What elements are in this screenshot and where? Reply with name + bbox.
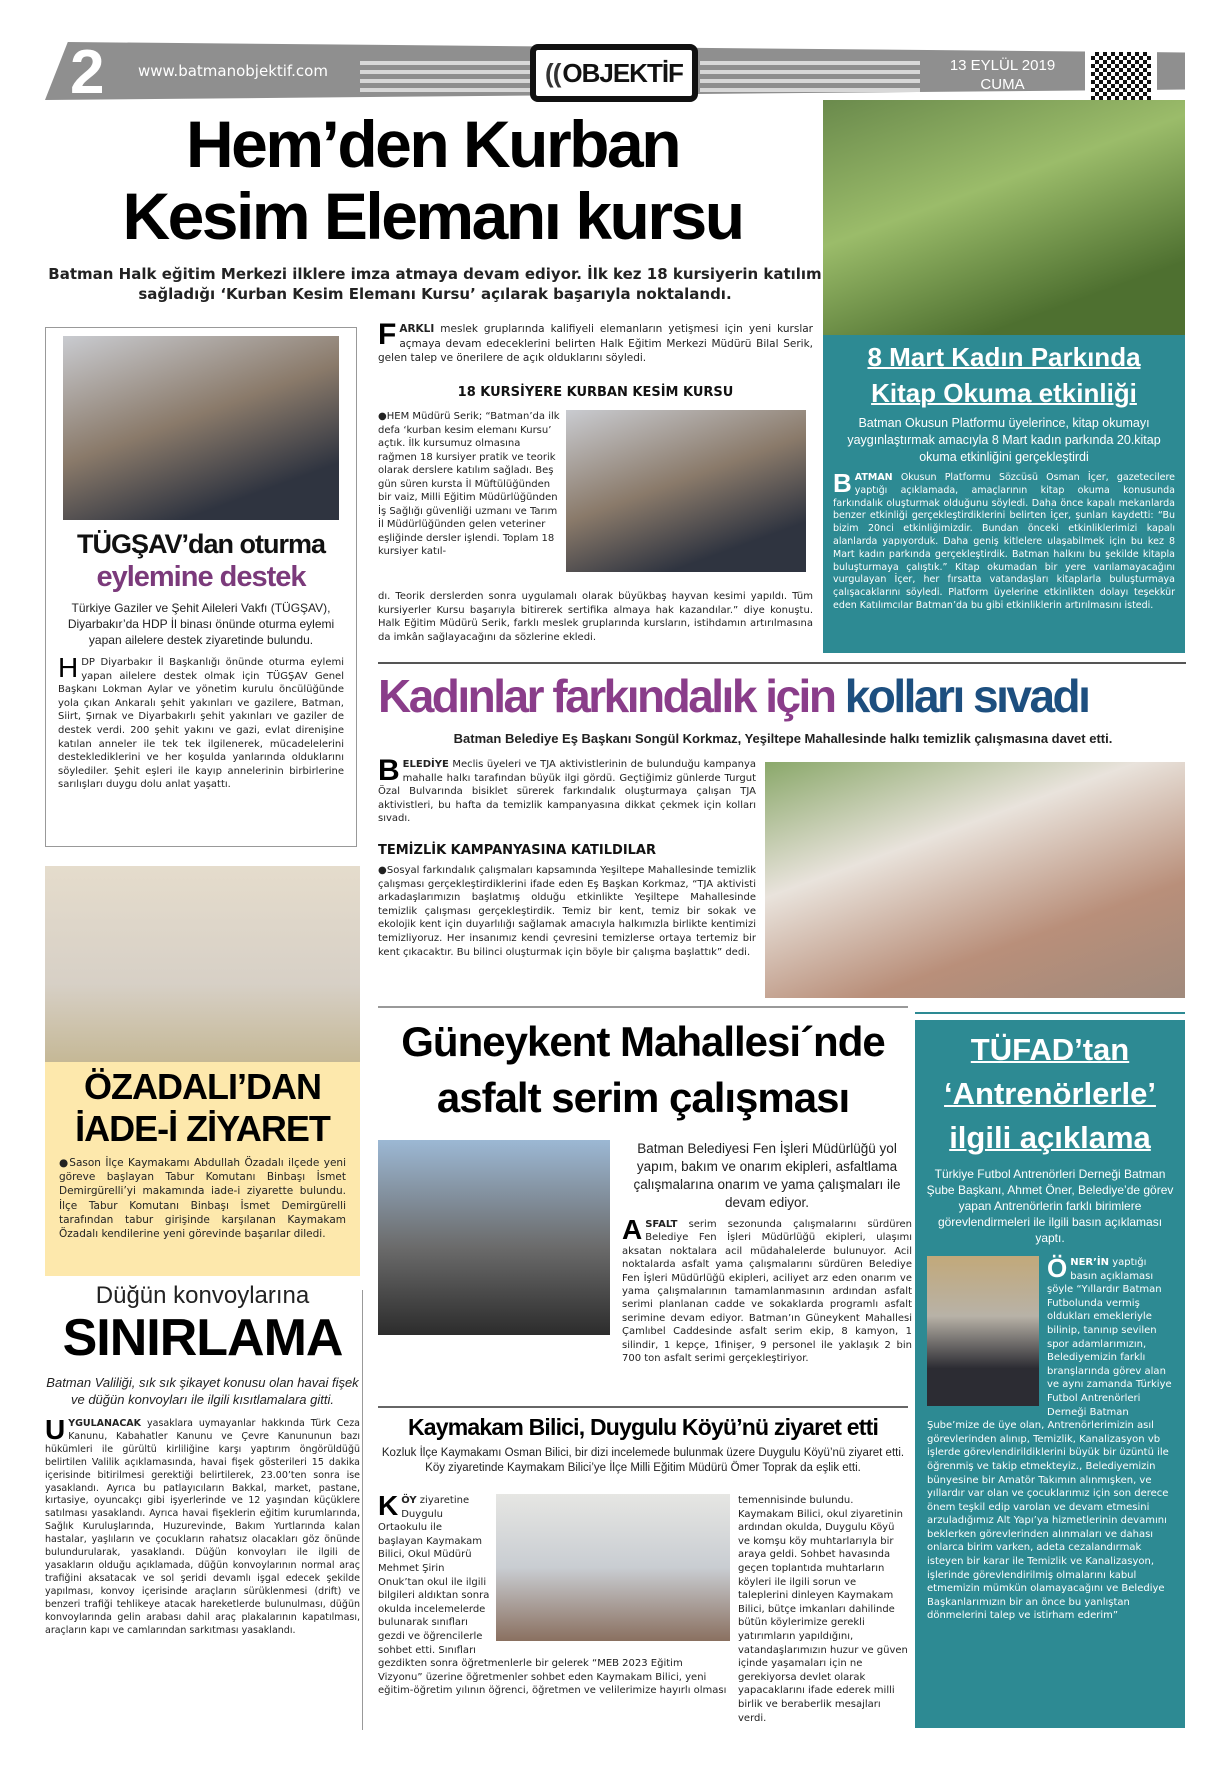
section-divider: [378, 662, 1186, 664]
kadinlar-section-heading: TEMİZLİK KAMPANYASINA KATILDILAR: [378, 843, 657, 858]
website-url[interactable]: www.batmanobjektif.com: [138, 62, 328, 80]
section-divider: [378, 1006, 908, 1008]
kadinlar-body: ● Sosyal farkındalık çalışmaları kapsamında Yeşiltepe Mahallesinde temizlik çalışması gerçekleştirdiklerini ifade eden Eş Başkan Korkmaz, “TJA aktivisti arkadaşlarımızın başlatmış olduğu etkinlikte Yeşiltepe Mahallesinde temizlik çalışması gerçekleştirdik. Temiz bir kent, temiz bir sokak ve ekolojik kent için duyarlılığı sağlamak amacıyla halkımızla birlikte kentimizi temizliyoruz. Her insanımız kendi çevresini temizlerse ortaya tertemiz bir kent çıkacaktır. Bu bilinci oluşturmak için böyle bir çalışma başlattık” dedi.: [378, 864, 756, 959]
dropcap: U: [45, 1414, 66, 1445]
main-body-part2: dı. Teorik derslerden sonra uygulamalı olarak büyükbaş hayvan kesimi yapıldı. Tüm kursiyerler Kursu başarıyla bitirerek sertifika almaya hak kazandılar.” diye konuştu. Halk Eğitim Müdürü Serik, farklı meslek gruplarında kursların, istihdamın artırılmasına da imkân sağlayacağını da sözlerine ekledi.: [378, 591, 813, 643]
park-deck: Batman Okusun Platformu üyelerince, kitap okumayı yaygınlaştırmak amacıyla 8 Mart kadın parkında 20.kitap okuma etkinliğini gerçekleştirdi: [847, 416, 1161, 464]
kaymakam-body-left-text: ziyaretine Duygulu Ortaokulu ile başlayan Kaymakam Bilici, Okul Müdürü Mehmet Şirin Onuk’tan okul ile ilgili bilgileri aldıktan sonra okulda incelemelerde bulunarak sınıfları gezdi ve öğrencilerle sohbet etti. Sınıfları gezdikten sonra öğretmenlerle bir gelerek “MEB 2023 Eğitim Vizyonu” üzerine öğretmenler sohbet eden Kaymakam Bilici, yeni eğitim-öğretim yılının öğrenci, öğretmen ve velilerimize hayırlı olması: [378, 1495, 727, 1697]
lead-word: NER’İN: [1070, 1257, 1110, 1268]
tufad-headline-line1: TÜFAD’tan: [970, 1032, 1130, 1067]
main-subheadline: Batman Halk eğitim Merkezi ilklere imza atmaya devam ediyor. İlk kez 18 kursiyerin katılım sağladığı ‘Kurban Kesim Elemanı Kursu’ açılarak başarıyla noktalandı.: [48, 265, 822, 303]
tufad-deck: Türkiye Futbol Antrenörleri Derneği Batman Şube Başkanı, Ahmet Öner, Belediye’de görev yapan Antrenörlerin farklı birimlere görevlendirmeleri ile ilgili basın açıklaması yaptı.: [926, 1167, 1174, 1245]
tugsav-headline-line2: eylemine destek: [96, 561, 306, 593]
header-stripes-left: [360, 56, 530, 92]
tugsav-body: [58, 652, 344, 792]
park-headline-line2: Kitap Okuma etkinliği: [871, 378, 1137, 408]
column-divider: [362, 1290, 363, 1730]
tufad-headline-line2: ‘Antrenörlerle’: [944, 1076, 1156, 1111]
guneykent-headline: [378, 1014, 908, 1126]
women-cleanup-photo: [765, 762, 1185, 998]
ozadali-headline-line1: ÖZADALI’DAN: [84, 1066, 321, 1107]
tufad-headline-line3: ilgili açıklama: [949, 1120, 1151, 1155]
dugun-story: [45, 1282, 360, 1637]
dropcap: Ö: [1047, 1253, 1068, 1283]
park-reading-photo: [823, 100, 1185, 335]
tugsav-protest-photo: [63, 336, 339, 520]
kadinlar-headline: [378, 668, 1188, 724]
logo-text: OBJEKTİF: [562, 58, 683, 88]
ozadali-story-box: [45, 866, 360, 1276]
intro-text: meslek gruplarında kalifiyeli elemanların yetişmesi için yeni kurslar açmaya devam edeceklerini belirten Halk Eğitim Merkezi Müdürü Bilal Serik, gelen talep ve önerilere de açık olduklarını söyledi.: [378, 323, 813, 364]
dropcap: B: [378, 754, 400, 787]
main-intro: [378, 318, 813, 366]
logo-arc-icon: ((: [545, 58, 561, 88]
tufad-body-text: yaptığı basın açıklaması şöyle “Yıllardır Batman Futbolunda vermiş oldukları emekleriyle bilinip, tanınıp sevilen spor adamlarımızın, Belediyemizin farklı branşlarında görev alan ve aynı zamanda Türkiye Futbol Antrenörleri Derneği Batman Şube’mize de üye olan, Antrenörlerimizin asıl görevlerinden alınıp, Temizlik, Kanalizasyon vb işlerde görevlendirildiklerini büyük bir üzüntü ile öğrenmiş ve takip etmekteyiz., Belediyemizin bünyesine bir Amatör Takımın alınmışken, ve yıllardır var olan ve çocuklarımız için son derece önem teşkil edip varolan ve devam etmesini arzuladığımız Alt Yapı’ya hizmetlerinin devamını beklerken görevlerinden alınmaları ve dahası onlarca birim varken, adeta cezalandırmak isteyen bir karar ile Temizlik ve Kanalizasyon, işlerinde görevlendirilmiş olmalarını kabul etmemizin mümkün olamayacağını ve Belediye Başkanlarımızın bir an önce bu yanlıştan dönmelerini talep ve istirham ederim”: [927, 1257, 1172, 1622]
section-heading: 18 KURSİYERE KURBAN KESİM KURSU: [457, 385, 734, 400]
kadinlar-headline-blue: kolları sıvadı: [844, 670, 1089, 722]
dugun-headline-line1: Düğün konvoylarına: [95, 1282, 310, 1309]
ozadali-headline-line2: İADE-İ ZİYARET: [75, 1108, 330, 1149]
dropcap: A: [622, 1214, 643, 1245]
main-body-part1: ● HEM Müdürü Serik; “Batman’da ilk defa ‘kurban kesim elemanı Kursu’ açtık. İlk kursumuz olmasına rağmen 18 kursiyer pratik ve teorik olarak derslere katılım sağladı. Beş gün süren kursta İl Müftülüğünden bir vaiz, Milli Eğitim Müdürlüğünden İş Sağlığı güvenliği uzmanı ve Tarım İl Müdürlüğünden gelen veteriner eşliğinde dersler işlendi. Toplam 18 kursiyer katıl-: [378, 410, 560, 559]
tugsav-deck: Türkiye Gaziler ve Şehit Aileleri Vakfı (TÜGŞAV), Diyarbakır’da HDP İl binası önünde oturma eylemi yapan ailelere destek ziyaretinde bulundu.: [67, 601, 335, 647]
park-body: [833, 468, 1175, 613]
section-divider-teal: [915, 1012, 1185, 1014]
dropcap: H: [58, 652, 79, 683]
park-body-text: Okusun Platformu Sözcüsü Osman İçer, gazetecilere yaptığı açıklamada, amaçlarının kitap okuma konusunda farkındalık oluşturmak olduğunu söyledi. Daha önce kapalı mekanlarda benzer etkinliği gerçekleştirdiklerini belirten İçer, şunları kaydetti: “Bu bizim 20nci etkinliğimizdir. Bundan önceki etkinliklerimizi kapalı alanlarda yapıyorduk. Daha geniş kitlelere ulaşabilmek için bu kez 8 Mart kadın parkında gerçekleştirdik. Batman halkını bu şekilde kitapla buluşturmaya çalıştık.” Kitap okumadan bir yere varılamayacağını vurgulayan İçer, her fırsatta vatandaşları kitaplarla buluşturmaya çalışacaklarını söyledi. Platform üyelerine etkinlikten dolayı teşekkür eden Katılımcılar Batman’da bu gibi etkinliklerin artırılmasını istedi.: [833, 472, 1175, 611]
park-headline-line1: 8 Mart Kadın Parkında: [867, 342, 1141, 372]
tugsav-headline-line1: TÜGŞAV’dan oturma: [76, 529, 326, 559]
tugsav-story-box: [45, 327, 357, 847]
guneykent-body: [622, 1214, 912, 1365]
dugun-body-text: yasaklara uymayanlar hakkında Türk Ceza Kanunu, Kabahatler Kanunu ve Çevre Kanununun bazı hükümleri ile gürültü kirliliğine karşı yaptırım öngörüldüğü belirtilen Valilik açıklamasında, havai fişek gösterileri 15 dakika içerisinde bitirilmesi gerektiği belirtilerek, 23.00’ten sonra ise yasaklandı. Ayrıca bu patlayıcıların Bakkal, market, pastane, kırtasiye, oyuncakçı gibi işyerlerinde ve 12 yaşından küçüklere satılması yasaklandı. Ayrıca havai fişeklerin eğitim kurumlarında, Sağlık Kuruluşlarında, Huzurevinde, Bakım Yurtlarında kalan hastalar, yaşlıların ve çocukların rahatsız olacakları göz önünde bulundurularak, yasaklandı. Düğün konvoyları ile ilgili de yasakların olduğu açıklamada, düğün konvoylarının normal araç trafiğini aksatacak ve sol şeridi devamlı işgal edecek şekilde yapılması, konvoy içerisinde araçların sürüklenmesi (drift) ve benzeri trafiği tehlikeye atacak hareketlerde bulunulması, düğün konvoylarında gelin arabası dahil araç plakalarının kapatılması, araçların kapı ve camlarından sarkıtması yasaklandı.: [45, 1418, 360, 1636]
ozadali-visit-photo: [45, 866, 360, 1062]
kadinlar-headline-purple: Kadınlar farkındalık için: [378, 670, 835, 722]
lead-word: ARKLI: [399, 323, 435, 335]
lead-word: ÖY: [401, 1495, 417, 1506]
weekday-text: CUMA: [980, 76, 1025, 93]
tufad-story-box: [915, 1020, 1185, 1728]
asphalt-paving-photo: [378, 1140, 610, 1335]
lead-word: YGULANACAK: [68, 1418, 142, 1429]
kadinlar-intro-text: Meclis üyeleri ve TJA aktivistlerinin de bulunduğu kampanya mahalle halkı tarafından büyük ilgi gördü. Geçtiğimiz günlerde Turgut Özal Bulvarında bisiklet sürerek farkındalık oluşturmaya çalışan TJA aktivistleri, bu hafta da temizlik kampanyasına dikkat çekmek için kolları sıvadı.: [378, 759, 756, 825]
main-headline-line1: Hem’den Kurban: [185, 107, 680, 181]
page-number: 2: [70, 38, 105, 107]
kaymakam-body-right: temennisinde bulundu. Kaymakam Bilici, okul ziyaretinin ardından okulda, Duygulu Köyü ve komşu köy muhtarlarıyla bir araya geldi. Sohbet havasında geçen toplantıda muhtarların köyleri ile ilgili sorun ve taleplerini dinleyen Kaymakam Bilici, bütçe imkanları dahilinde bütün köylerimize gerekli yatırımların yapıldığını, vatandaşlarımızın huzur ve güven içinde yaşamaları için ne gerekiyorsa devlet olarak yapacaklarını ifade ederek milli birlik ve beraberlik mesajları verdi.: [738, 1495, 908, 1724]
main-headline-line2: Kesim Elemanı kursu: [122, 179, 743, 253]
guneykent-deck: Batman Belediyesi Fen İşleri Müdürlüğü yol yapım, bakım ve onarım ekipleri, asfaltlama çalışmalarına onarım ve yama çalışmaları ile devam ediyor.: [633, 1141, 901, 1210]
header-stripes-right: [700, 56, 920, 92]
tugsav-body-text: DP Diyarbakır İl Başkanlığı önünde oturma eylemi yapan ailelere destek olmak için TÜGŞAV Genel Başkanı Lokman Aylar ve yönetim kurulu öncülüğünde yola çıkan Ankaralı şehit yakınları ve gazilere, Batman, Siirt, Şırnak ve Diyarbakırlı şehit yakınları ve gaziler de destek verdi. 200 şehit yakını ve gazi, evlat direnişine katılan anneler ile tek tek ilgilenerek, mücadelelerini desteklediklerini ve her koşulda yanlarında olduklarını söylediler. Şehit eşleri ile kayıp annelerinin birbirlerine sarılışları duygu dolu anlat yaşattı.: [58, 657, 344, 791]
section-divider: [378, 1406, 908, 1408]
kadinlar-subheadline: Batman Belediye Eş Başkanı Songül Korkmaz, Yeşiltepe Mahallesinde halkı temizlik çalışmasına davet etti.: [453, 731, 1113, 746]
dugun-body: [45, 1414, 360, 1637]
guneykent-headline-line2: asfalt serim çalışması: [436, 1074, 850, 1121]
kadinlar-intro: [378, 754, 756, 826]
kaymakam-body-left: [378, 1490, 730, 1698]
newspaper-logo: [530, 44, 698, 102]
dropcap: F: [378, 318, 397, 351]
main-headline: [50, 108, 815, 252]
guneykent-body-text: serim sezonunda çalışmalarını sürdüren Belediye Fen İşleri Müdürlüğü ekipleri, ulaşımı aksatan noktalara acil müdahalelerde bulunuyor. Acil noktalarda asfalt yama çalışmalarını sürdüren Belediye Fen İşleri Müdürlüğü ekipleri, aciliyet arz eden onarım ve yama çalışmalarının tamamlanmasının ardından asfalt serimi planlanan cadde ve sokaklarda programlı asfalt serimine devam ediyor. Batman’ın Güneykent Mahallesi Çamlıbel Caddesinde asfalt serim ekip, 8 kamyon, 1 silindir, 1 kepçe, 1finişer, 9 personel ile yaklaşık 2 bin 700 ton asfalt serimi gerçekleştiriyor.: [622, 1219, 912, 1365]
dropcap: B: [833, 468, 852, 498]
photo-float-spacer: [490, 1494, 730, 1646]
ozadali-body: ● Sason İlçe Kaymakamı Abdullah Özadalı ilçede yeni göreve başlayan Tabur Komutanı Binbaşı İsmet Demirgürelli’yi makamında iade-i ziyarette bulundu. İlçe Tabur Komutanı Binbaşı İsmet Demirgürelli tarafından tabur girişinde karşılanan Kaymakam Özadalı kendilerine yeni görevinde başarılar diledi.: [59, 1156, 346, 1241]
dugun-deck: Batman Valiliği, sık sık şikayet konusu olan havai fişek ve düğün konvoyları ile ilgili kısıtlamalara gitti.: [46, 1375, 359, 1407]
kurban-course-photo: [566, 410, 806, 572]
guneykent-headline-line1: Güneykent Mahallesi´nde: [401, 1018, 885, 1065]
ahmet-oner-photo: [927, 1256, 1039, 1406]
lead-word: SFALT: [645, 1219, 678, 1230]
date-text: 13 EYLÜL 2019: [949, 57, 1056, 74]
lead-word: ATMAN: [854, 472, 893, 483]
kaymakam-deck: Kozluk İlçe Kaymakamı Osman Bilici, bir dizi incelemede bulunmak üzere Duygulu Köyü’nü ziyaret etti. Köy ziyaretinde Kaymakam Bilici’ye İlçe Milli Eğitim Müdürü Ömer Toprak da eşlik etti.: [381, 1447, 905, 1474]
dropcap: K: [378, 1490, 399, 1521]
lead-word: ELEDİYE: [402, 759, 449, 770]
dugun-headline-line2: SINIRLAMA: [62, 1309, 343, 1367]
kaymakam-headline: Kaymakam Bilici, Duygulu Köyü’nü ziyaret etti: [407, 1414, 879, 1440]
park-story-box: [823, 335, 1185, 653]
issue-date: [930, 56, 1075, 94]
